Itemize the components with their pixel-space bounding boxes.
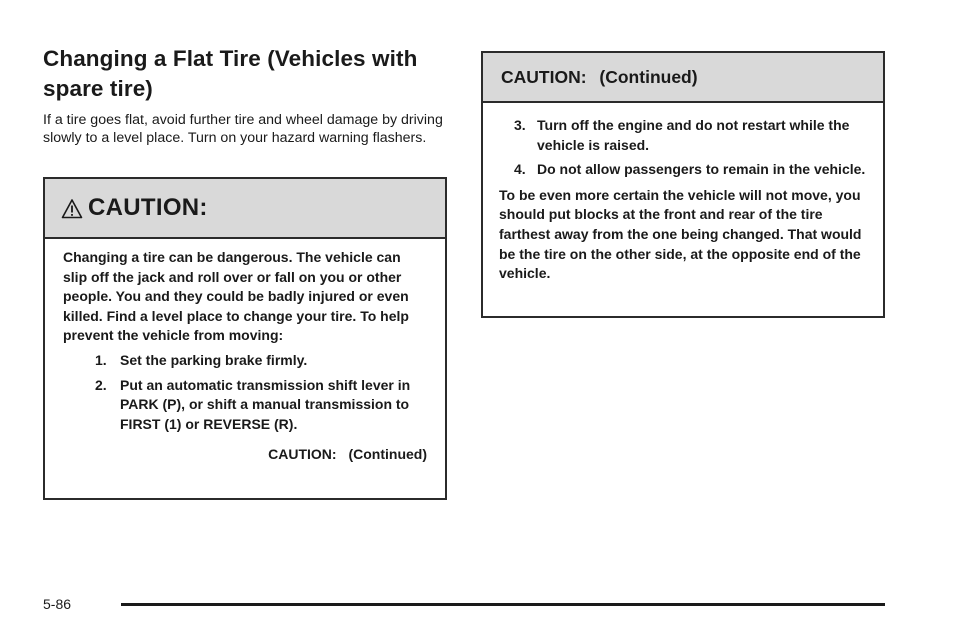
caution-continued-title: CAUTION: (Continued) [501, 66, 698, 87]
step-item [499, 160, 867, 180]
caution-body-left [45, 239, 445, 465]
intro-paragraph: If a tire goes flat, avoid further tire and wheel damage by driving slowly to a level place. Turn on your hazard warning flashers. [43, 112, 443, 146]
caution-steps-left [63, 351, 427, 434]
step-item [499, 116, 867, 155]
step-number: 4. [514, 161, 526, 178]
caution-text: Changing a tire can be dangerous. The vehicle can slip off the jack and roll over or fall on you or other people. You and they could be badly injured or even killed. Find a level place to change your tire. To help prevent the vehicle from moving: [63, 249, 409, 344]
page-number: 5-86 [43, 596, 72, 612]
step-item [63, 351, 427, 371]
left-column [43, 44, 447, 147]
caution-continued-note: CAUTION: (Continued) [268, 446, 427, 463]
caution-title: CAUTION: [88, 194, 208, 221]
step-number: 2. [95, 376, 107, 393]
step-text: Put an automatic transmission shift lever in PARK (P), or shift a manual transmission to FIRST (1) or REVERSE (R). [120, 376, 411, 432]
caution-body-right [483, 103, 883, 284]
warning-triangle-icon [61, 198, 83, 220]
section-title: Changing a Flat Tire (Vehicles with spare tire) [43, 46, 418, 101]
step-text: Set the parking brake firmly. [120, 351, 308, 368]
caution-box-right [481, 51, 885, 318]
caution-header-left [45, 179, 445, 239]
caution-text: To be even more certain the vehicle will not move, you should put blocks at the front and rear of the tire farthest away from the one being changed. That would be the tire on the other side, at the opposite end of the vehicle. [499, 186, 862, 282]
step-item [63, 376, 427, 435]
caution-steps-right [499, 116, 867, 180]
step-number: 1. [95, 351, 107, 368]
right-column [481, 51, 885, 318]
caution-box-left [43, 177, 447, 500]
footer-rule [121, 603, 885, 606]
caution-header-right [483, 53, 883, 103]
step-text: Do not allow passengers to remain in the vehicle. [537, 161, 866, 178]
step-text: Turn off the engine and do not restart while the vehicle is raised. [537, 117, 850, 153]
step-number: 3. [514, 117, 526, 133]
